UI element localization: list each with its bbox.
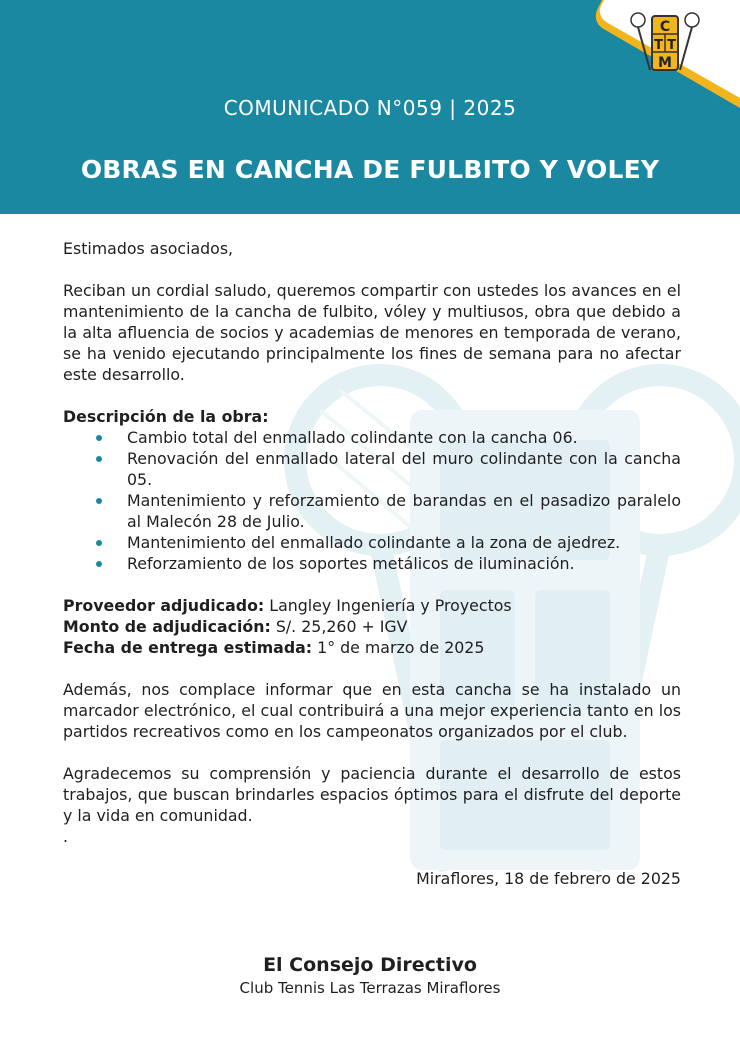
signature-name: El Consejo Directivo (263, 954, 477, 976)
page-title: OBRAS EN CANCHA DE FULBITO Y VOLEY (80, 155, 660, 184)
delivery-date-label: Fecha de entrega estimada: (63, 638, 313, 657)
provider-line (63, 595, 681, 616)
amount-label: Monto de adjudicación: (63, 617, 271, 636)
list-item: Mantenimiento y reforzamiento de barandas en el pasadizo paralelo al Malecón 28 de Julio. (63, 490, 681, 532)
delivery-date-value: 1° de marzo de 2025 (312, 638, 485, 657)
list-item: Mantenimiento del enmallado colindante a la zona de ajedrez. (63, 532, 681, 553)
letter-body (63, 238, 681, 889)
list-item: Reforzamiento de los soportes metálicos de iluminación. (63, 553, 681, 574)
comunicado-number: COMUNICADO N°059 | 2025 (223, 96, 517, 120)
greeting: Estimados asociados, (63, 239, 234, 258)
logo-letter-c: C (659, 19, 671, 35)
logo-letter-t1: T (654, 38, 663, 53)
signature-club: Club Tennis Las Terrazas Miraflores (239, 979, 501, 997)
logo-letter-t2: T (667, 38, 676, 53)
list-item: Renovación del enmallado lateral del muro colindante con la cancha 05. (63, 448, 681, 490)
provider-label: Proveedor adjudicado: (63, 596, 265, 615)
thanks-paragraph: Agradecemos su comprensión y paciencia durante el desarrollo de estos trabajos, que buscan brindarles espacios óptimos para el disfrute del deporte y la vida en comunidad. (63, 764, 681, 825)
place-date: Miraflores, 18 de febrero de 2025 (416, 869, 681, 888)
club-logo (590, 0, 740, 110)
work-items-list (63, 427, 681, 574)
delivery-date-line (63, 637, 681, 658)
amount-value: S/. 25,260 + IGV (270, 617, 408, 636)
provider-value: Langley Ingeniería y Proyectos (264, 596, 512, 615)
scoreboard-paragraph: Además, nos complace informar que en esta cancha se ha instalado un marcador electrónico, el cual contribuirá a una mejor experiencia tanto en los partidos recreativos como en los campeonatos organizados por el club. (63, 680, 681, 741)
stray-dot: . (63, 827, 69, 846)
description-heading: Descripción de la obra: (63, 407, 269, 426)
logo-letter-m: M (658, 55, 672, 71)
intro-paragraph: Reciban un cordial saludo, queremos compartir con ustedes los avances en el mantenimiento de la cancha de fulbito, vóley y multiusos, obra que debido a la alta afluencia de socios y academias de menores en temporada de verano, se ha venido ejecutando principalmente los fines de semana para no afectar este desarrollo. (63, 281, 681, 384)
amount-line (63, 616, 681, 637)
list-item: Cambio total del enmallado colindante con la cancha 06. (63, 427, 681, 448)
